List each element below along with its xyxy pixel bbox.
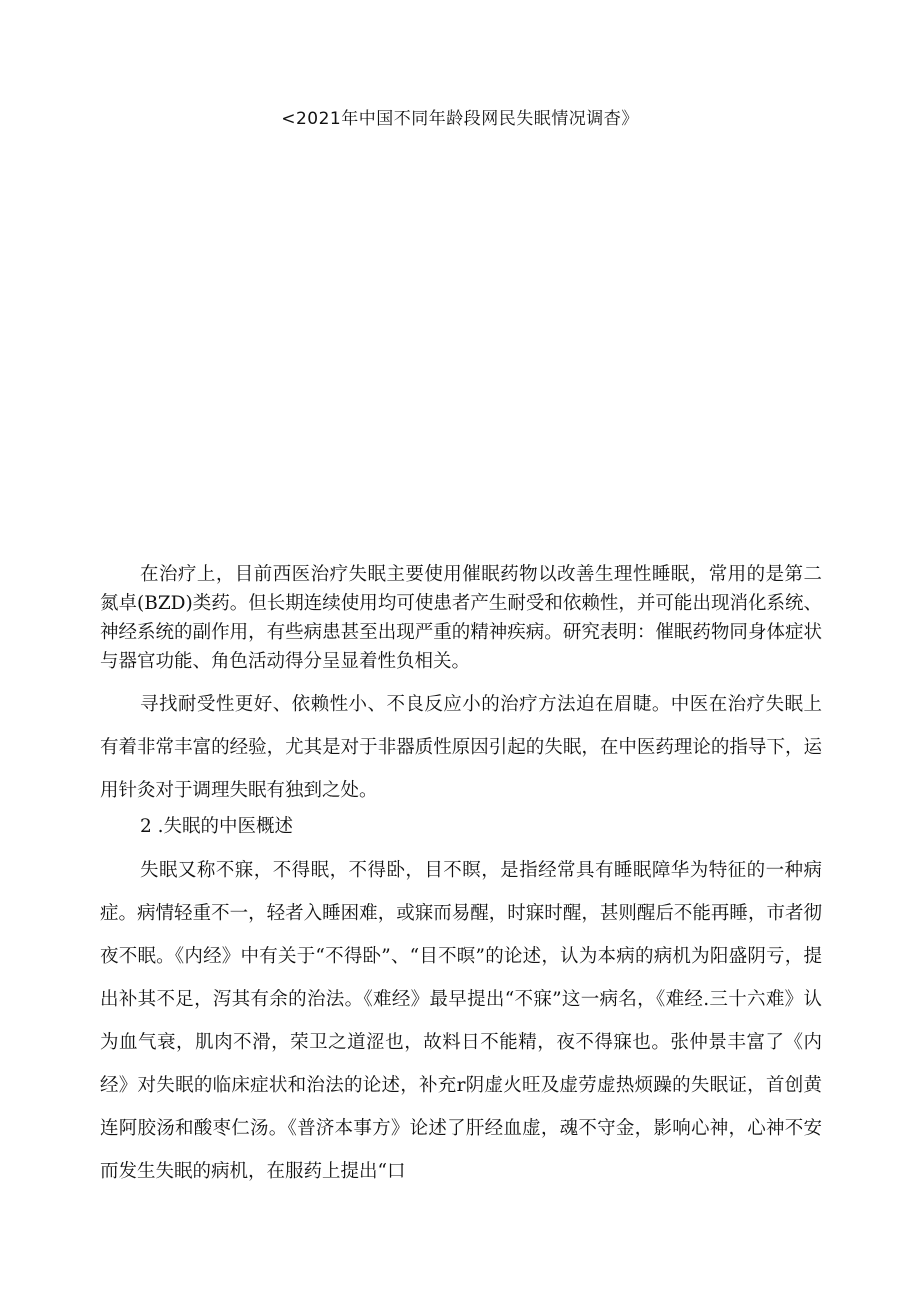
paragraph-tcm-overview: 失眠又称不寐，不得眠，不得卧，目不瞑，是指经常具有睡眠障华为特征的一种病症。病情轻重不一，轻者入睡困难，或寐而易醒，时寐时醒，甚则醒后不能再睡，市者彻夜不眠。《内经》中有关于“不得卧”、“目不暝”的论述，认为本病的病机为阳盛阴亏，提出补其不足，泻其有余的治法。《难经》最早提出“不寐”这一病名，《难经.三十六难》认为血气衰，肌肉不滑，荣卫之道涩也，故料日不能精，夜不得寐也。张仲景丰富了《内经》对失眠的临床症状和治法的论述，补充r阴虚火旺及虚劳虚热烦躁的失眠证，首创黄连阿胶汤和酸枣仁汤。《普济本事方》论述了肝经血虚，魂不守金，影响心神，心神不安而发生失眠的病机，在服药上提出“口: [100, 860, 822, 1182]
paragraph-western-treatment: 在治疗上，目前西医治疗失眠主要使用催眠药物以改善生理性睡眠，常用的是第二氮卓(BZD)类药。但长期连续使用均可使患者产生耐受和依赖性，并可能出现消化系统、神经系统的副作用，有些病患甚至出现严重的精神疾病。研究表明：催眠药物同身体症状与器官功能、角色活动得分呈显着性负相关。: [100, 564, 822, 672]
section-heading: 2 .失眠的中医概述: [140, 816, 294, 837]
figure-placeholder: [140, 140, 780, 540]
figure-caption: <2021年中国不同年龄段网民失眠情况调杳》: [281, 109, 639, 129]
paragraph-tcm-advantage: 寻找耐受性更好、依赖性小、不良反应小的治疗方法迫在眉睫。中医在治疗失眠上有着非常丰富的经验，尤其是对于非器质性原因引起的失眠，在中医药理论的指导下，运用针灸对于调理失眠有独到之处。: [100, 694, 822, 801]
